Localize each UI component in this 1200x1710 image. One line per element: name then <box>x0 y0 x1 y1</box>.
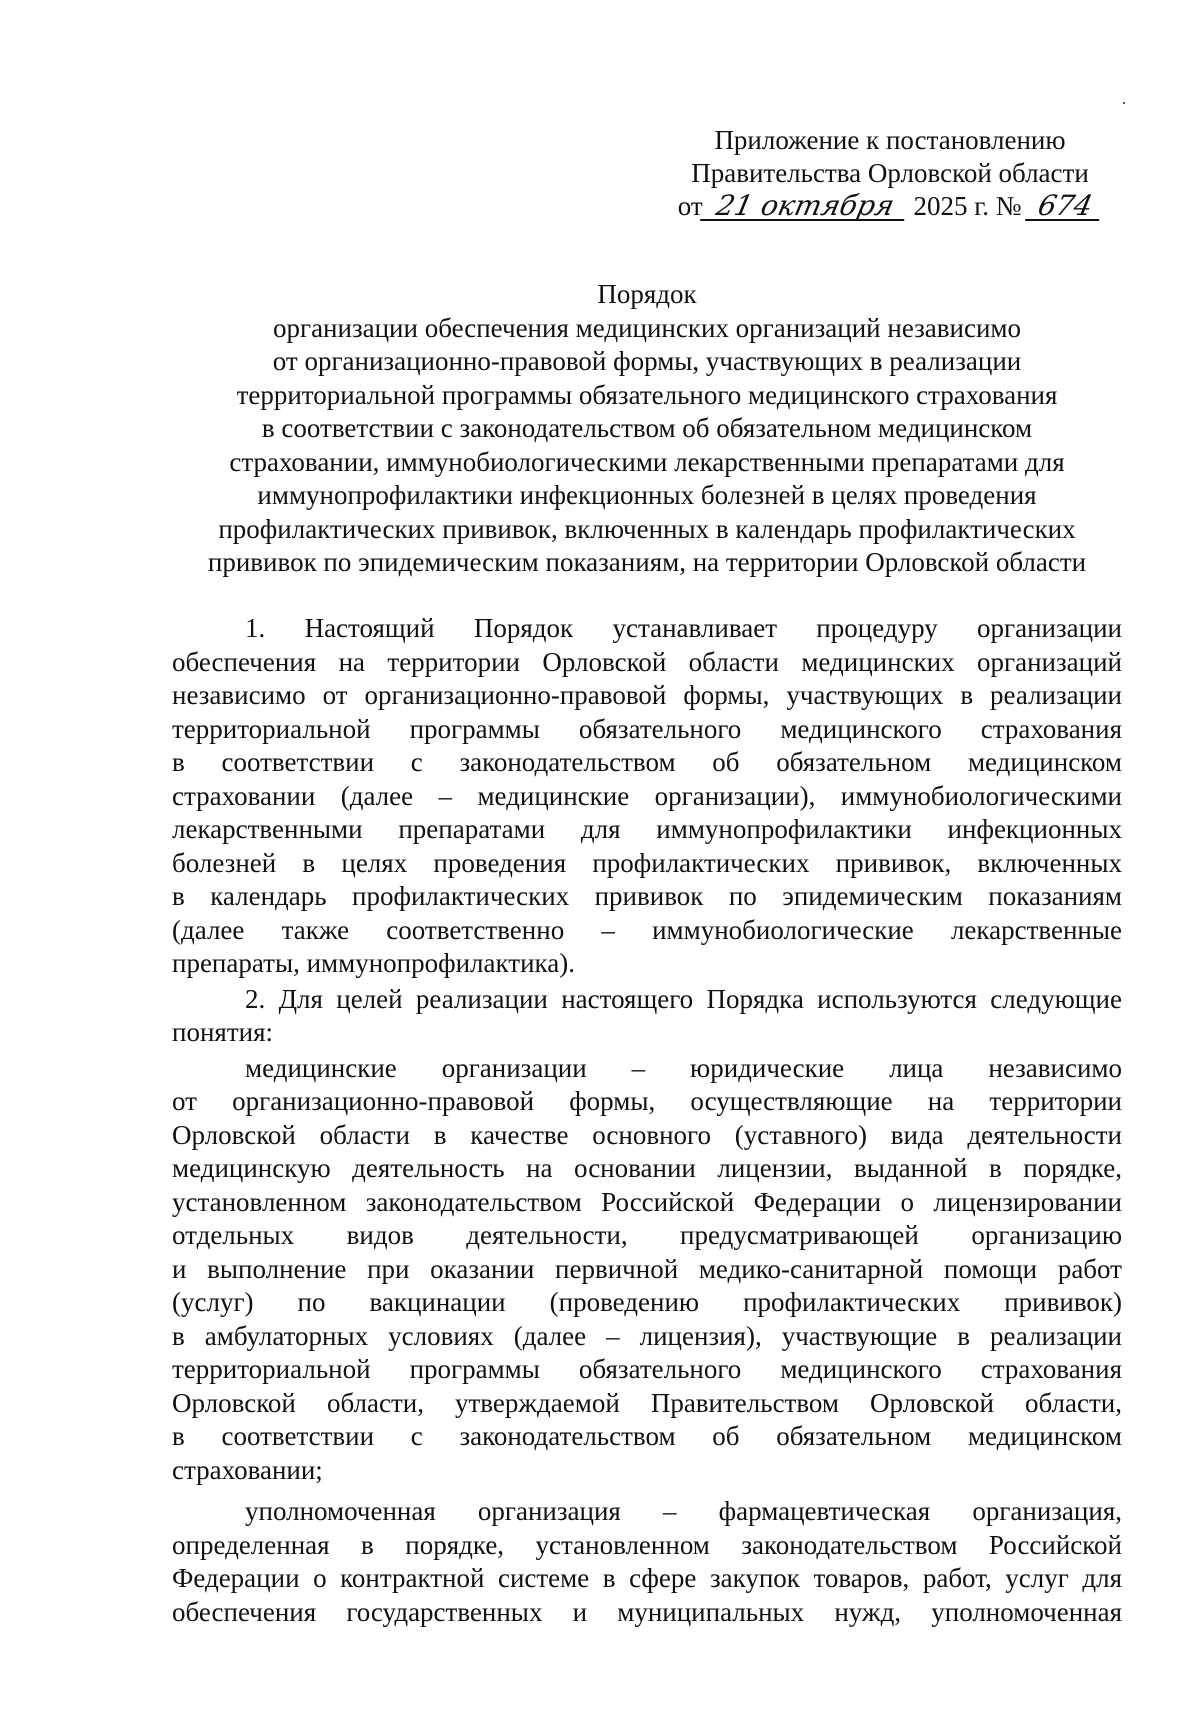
paragraph-line: независимо от организационно-правовой формы, участвующих в реализации <box>172 680 1122 710</box>
paragraph-line: в соответствии с законодательством об обязательном медицинском <box>172 747 1122 777</box>
paragraph-line: лекарственными препаратами для иммунопрофилактики инфекционных <box>172 814 1122 844</box>
paragraph-line: 1. Настоящий Порядок устанавливает процедуру организации <box>245 613 1122 643</box>
paragraph-line: установленном законодательством Российской Федерации о лицензировании <box>172 1186 1122 1217</box>
paragraph-line: страховании (далее – медицинские организации), иммунобиологическими <box>172 780 1122 811</box>
document-body <box>172 612 1122 1629</box>
paragraph-line: 2. Для целей реализации настоящего Порядка используются следующие <box>245 983 1122 1014</box>
handwritten-date: 21 октября <box>700 193 910 221</box>
paragraph-line: территориальной программы обязательного медицинского страхования <box>172 713 1122 744</box>
paragraph-line: в амбулаторных условиях (далее – лицензия), участвующие в реализации <box>172 1320 1122 1351</box>
scan-speck <box>1123 102 1125 104</box>
paragraph-line: определенная в порядке, установленном законодательством Российской <box>172 1529 1122 1560</box>
paragraph-4 <box>172 1495 1122 1629</box>
paragraph-line: болезней в целях проведения профилактических прививок, включенных <box>172 847 1122 878</box>
title-line: профилактических прививок, включенных в календарь профилактических <box>218 513 1076 544</box>
appendix-from-prefix: от <box>677 191 703 221</box>
paragraph-line: (далее также соответственно – иммунобиологические лекарственные <box>172 914 1122 945</box>
appendix-year-number-label: 2025 г. № <box>913 191 1022 221</box>
paragraph-line: препараты, иммунопрофилактика). <box>172 948 575 978</box>
title-line: организации обеспечения медицинских организаций независимо <box>273 312 1021 343</box>
title-line: прививок по эпидемическим показаниям, на территории Орловской области <box>207 547 1087 577</box>
document-title <box>172 278 1122 580</box>
paragraph-line: Орловской области в качестве основного (уставного) вида деятельности <box>172 1119 1122 1150</box>
paragraph-line: и выполнение при оказании первичной медико-санитарной помощи работ <box>172 1253 1122 1284</box>
paragraph-line: обеспечения на территории Орловской области медицинских организаций <box>172 646 1122 677</box>
paragraph-line: медицинскую деятельность на основании лицензии, выданной в порядке, <box>172 1153 1122 1183</box>
title-line: иммунопрофилактики инфекционных болезней в целях проведения <box>257 480 1037 510</box>
appendix-header <box>660 124 1120 223</box>
appendix-line-1: Приложение к постановлению <box>714 125 1066 155</box>
paragraph-line: отдельных видов деятельности, предусматривающей организацию <box>172 1220 1122 1250</box>
paragraph-line: уполномоченная организация – фармацевтическая организация, <box>245 1496 1122 1526</box>
appendix-date-line <box>660 190 1120 223</box>
paragraph-line: Федерации о контрактной системе в сфере закупок товаров, работ, услуг для <box>172 1563 1122 1593</box>
title-line: от организационно-правовой формы, участвующих в реализации <box>272 346 1022 376</box>
paragraph-2 <box>172 983 1122 1050</box>
paragraph-line: страховании; <box>172 1454 323 1485</box>
paragraph-line: обеспечения государственных и муниципальных нужд, уполномоченная <box>172 1596 1122 1627</box>
paragraph-line: понятия: <box>172 1017 273 1047</box>
handwritten-number: 674 <box>1025 193 1105 221</box>
paragraph-line: медицинские организации – юридические лица независимо <box>245 1052 1122 1083</box>
title-line: территориальной программы обязательного медицинского страхования <box>236 379 1058 410</box>
paragraph-line: в календарь профилактических прививок по эпидемическим показаниям <box>172 881 1122 911</box>
paragraph-3 <box>172 1052 1122 1488</box>
title-line: в соответствии с законодательством об обязательном медицинском <box>261 413 1033 443</box>
appendix-line-2: Правительства Орловской области <box>691 158 1089 188</box>
title-line: страховании, иммунобиологическими лекарственными препаратами для <box>229 446 1065 477</box>
title-heading: Порядок <box>597 279 697 309</box>
paragraph-line: территориальной программы обязательного медицинского страхования <box>172 1354 1122 1384</box>
paragraph-1 <box>172 612 1122 981</box>
paragraph-line: (услуг) по вакцинации (проведению профилактических прививок) <box>172 1287 1122 1317</box>
paragraph-line: Орловской области, утверждаемой Правительством Орловской области, <box>172 1387 1122 1418</box>
paragraph-line: в соответствии с законодательством об обязательном медицинском <box>172 1421 1122 1451</box>
paragraph-line: от организационно-правовой формы, осуществляющие на территории <box>172 1086 1122 1116</box>
